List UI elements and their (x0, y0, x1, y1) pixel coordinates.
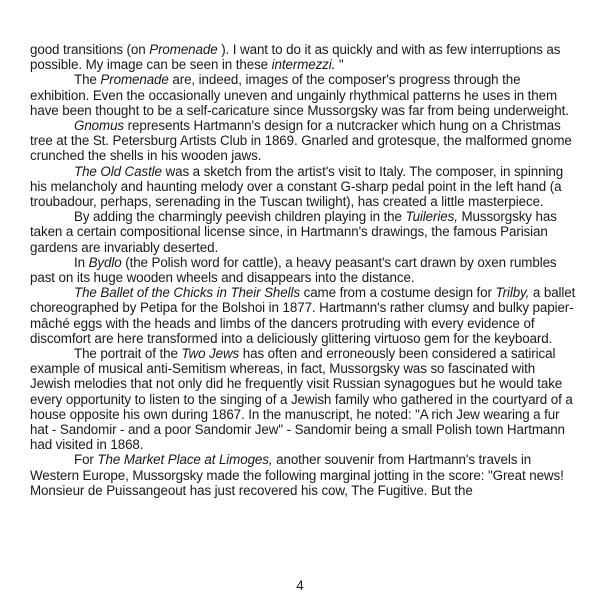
italic-title-trilby: Trilby, (495, 285, 530, 301)
text-run: a ballet choreographed by Petipa for the Bolshoi in 1877. Hartmann's rather clumsy and bulky papier-mâché eggs with the heads and limbs of the dancers protruding with every evidence of discomfort are here transformed into a deliciously glittering virtuoso gem for the keyboard. (30, 285, 576, 346)
italic-title-old-castle: The Old Castle (74, 163, 162, 179)
text-run: came from a costume design for (299, 285, 496, 301)
text-run: represents Hartmann's design for a nutcracker which hung on a Christmas tree at the St. Petersburg Artists Club in 1869. Gnarled and grotesque, the malformed gnome crunched the shells in his wooden jaws. (30, 118, 572, 164)
text-run: In (74, 254, 89, 270)
text-run: was a sketch from the artist's visit to Italy. The composer, in spinning his melancholy and haunting melody over a constant G-sharp pedal point in the left hand (a troubadour, perhaps, serenading in the Tuscan twilight), has created a little masterpiece. (30, 163, 564, 210)
italic-title-market-place: The Market Place at Limoges, (97, 452, 273, 468)
text-run: (the Polish word for cattle), a heavy peasant's cart drawn by oxen rumbles past on its huge wooden wheels and disappears into the distance. (30, 254, 557, 286)
paragraph (30, 346, 578, 452)
paragraph (30, 118, 578, 164)
text-run: By adding the charmingly peevish children playing in the (74, 209, 406, 225)
paragraph (30, 255, 578, 285)
paragraph (30, 452, 578, 498)
italic-title-two-jews: Two Jews (181, 346, 240, 362)
text-run: good transitions (on (30, 42, 150, 57)
text-run: The portrait of the (74, 346, 182, 362)
text-run: another souvenir from Hartmann's travels in Western Europe, Mussorgsky made the following marginal jotting in the score: "Great news! Monsieur de Puissangeout has just recovered his cow, The Fugitive. But the (30, 452, 564, 498)
italic-title-ballet-of-chicks: The Ballet of the Chicks in Their Shells (74, 285, 300, 301)
italic-title-gnomus: Gnomus (74, 118, 125, 134)
italic-title-tuileries: Tuileries, (405, 209, 458, 225)
page-number: 4 (296, 578, 304, 593)
page-body (30, 42, 578, 498)
text-run: has often and erroneously been considered a satirical example of musical anti-Semitism whereas, in fact, Mussorgsky was so fascinated with Jewish melodies that not only did he frequently visit Russian synagogues but he would take every opportunity to listen to the singing of a Jewish family who gathered in the courtyard of a house opposite his own during 1867. In the manuscript, he noted: "A rich Jew wearing a fur hat - Sandomir - and a poor Sandomir Jew" - Sandomir being a small Polish town Hartmann had visited in 1868. (30, 346, 573, 453)
italic-title-promenade: Promenade (100, 72, 169, 88)
italic-title-promenade: Promenade (149, 42, 218, 57)
text-run: The (74, 72, 101, 88)
paragraph (30, 285, 578, 346)
text-run: " (335, 57, 344, 73)
text-run: For (74, 452, 98, 468)
text-run: ). I want to do it as quickly and with as few interruptions as possible. My image can be seen in these (30, 42, 561, 73)
paragraph (30, 42, 578, 72)
paragraph (30, 164, 578, 210)
paragraph (30, 72, 578, 118)
text-run: are, indeed, images of the composer's progress through the exhibition. Even the occasionally uneven and ungainly rhythmical patterns he uses in them have been thought to be a self-caricature since Mussorgsky was far from being underweight. (30, 72, 569, 118)
italic-term-intermezzi: intermezzi. (271, 57, 336, 73)
text-run: Mussorgsky has taken a certain compositional license since, in Hartmann's drawings, the famous Parisian gardens are invariably deserted. (30, 209, 557, 255)
paragraph (30, 209, 578, 255)
italic-title-bydlo: Bydlo (88, 254, 122, 270)
